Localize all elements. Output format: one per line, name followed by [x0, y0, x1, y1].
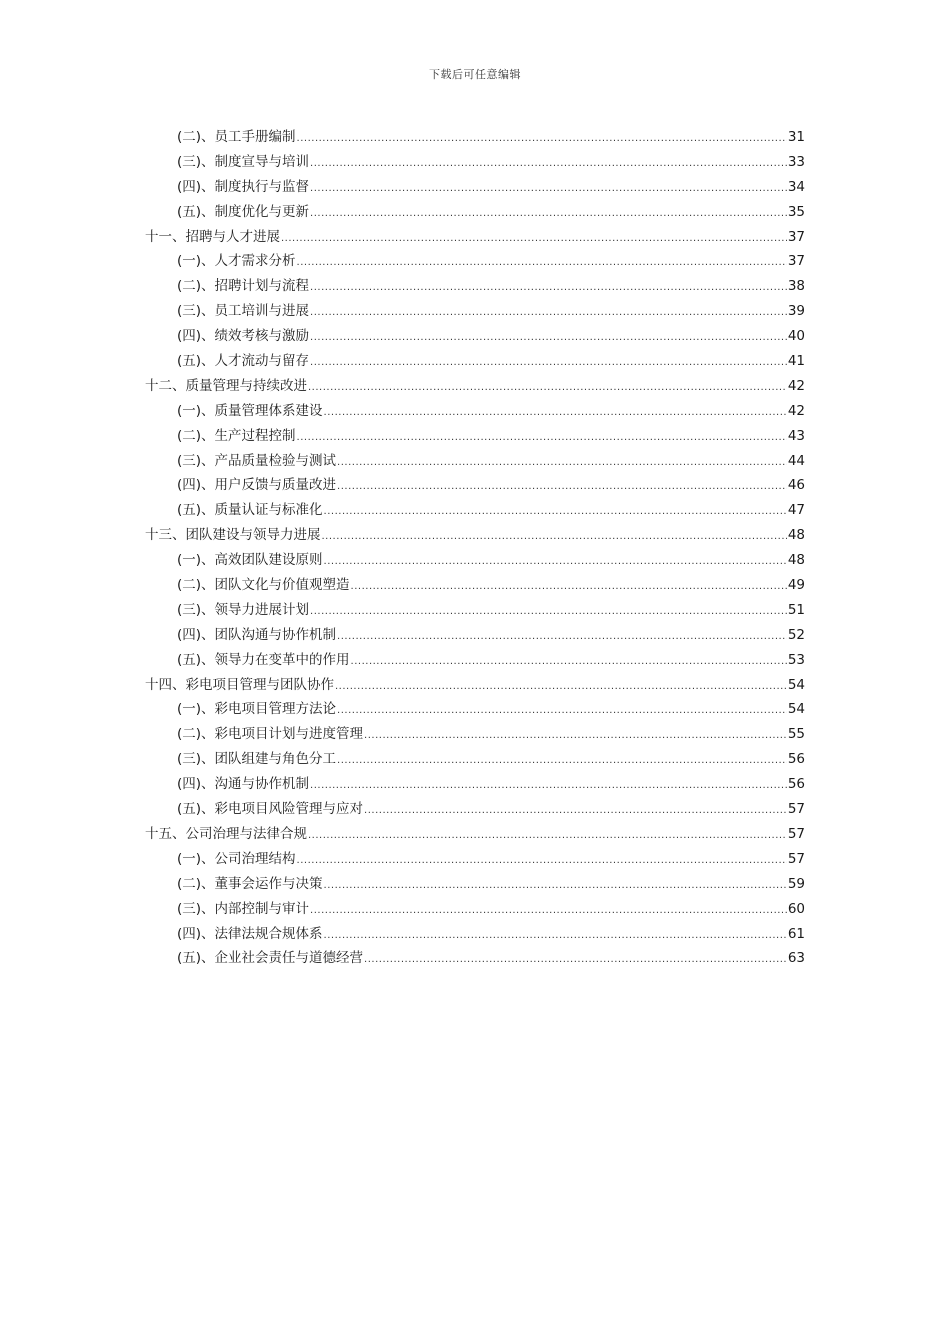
toc-page-number: 34 — [787, 178, 805, 195]
toc-entry-title: (四)、制度执行与监督 — [177, 178, 310, 195]
toc-dot-leader — [324, 550, 787, 575]
toc-page-number: 47 — [787, 502, 805, 519]
toc-dot-leader — [324, 874, 787, 899]
toc-dot-leader — [308, 376, 787, 401]
toc-page-number: 41 — [787, 353, 805, 370]
toc-dot-leader — [337, 475, 787, 500]
toc-dot-leader — [337, 699, 787, 724]
toc-dot-leader — [364, 724, 787, 749]
toc-page-number: 53 — [787, 651, 805, 668]
toc-dot-leader — [310, 276, 787, 301]
toc-page-number: 57 — [787, 801, 805, 818]
toc-section-entry[interactable] — [145, 946, 805, 971]
toc-entry-title: (一)、公司治理结构 — [177, 850, 296, 867]
toc-entry-title: (五)、人才流动与留存 — [177, 353, 310, 370]
toc-dot-leader — [297, 127, 787, 152]
toc-section-entry[interactable] — [145, 274, 805, 299]
toc-dot-leader — [310, 899, 787, 924]
toc-entry-title: (三)、员工培训与进展 — [177, 303, 310, 320]
toc-dot-leader — [322, 525, 787, 550]
page-header: 下载后可任意编辑 — [429, 68, 521, 81]
toc-section-entry[interactable] — [145, 797, 805, 822]
toc-section-entry[interactable] — [145, 872, 805, 897]
toc-section-entry[interactable] — [145, 424, 805, 449]
toc-page-number: 60 — [787, 900, 805, 917]
toc-chapter-entry[interactable] — [145, 673, 805, 698]
toc-page-number: 56 — [787, 751, 805, 768]
toc-page-number: 40 — [787, 328, 805, 345]
toc-section-entry[interactable] — [145, 399, 805, 424]
toc-page-number: 57 — [787, 850, 805, 867]
toc-dot-leader — [310, 301, 787, 326]
toc-page-number: 48 — [787, 527, 805, 544]
toc-entry-title: (五)、制度优化与更新 — [177, 203, 310, 220]
toc-section-entry[interactable] — [145, 200, 805, 225]
toc-entry-title: (三)、内部控制与审计 — [177, 900, 310, 917]
toc-section-entry[interactable] — [145, 473, 805, 498]
toc-entry-title: (五)、彩电项目风险管理与应对 — [177, 801, 364, 818]
toc-page-number: 54 — [787, 676, 805, 693]
toc-entry-title: (一)、质量管理体系建设 — [177, 402, 323, 419]
toc-entry-title: (三)、产品质量检验与测试 — [177, 452, 337, 469]
toc-dot-leader — [337, 749, 787, 774]
toc-chapter-entry[interactable] — [145, 374, 805, 399]
toc-dot-leader — [351, 575, 787, 600]
toc-dot-leader — [297, 849, 787, 874]
toc-dot-leader — [308, 824, 787, 849]
toc-entry-title: (四)、用户反馈与质量改进 — [177, 477, 337, 494]
toc-page-number: 43 — [787, 427, 805, 444]
toc-dot-leader — [310, 177, 787, 202]
toc-page-number: 33 — [787, 153, 805, 170]
toc-entry-title: 十一、招聘与人才进展 — [145, 228, 280, 245]
toc-page-number: 55 — [787, 726, 805, 743]
toc-section-entry[interactable] — [145, 847, 805, 872]
toc-section-entry[interactable] — [145, 548, 805, 573]
toc-page-number: 37 — [787, 228, 805, 245]
toc-section-entry[interactable] — [145, 922, 805, 947]
toc-page-number: 42 — [787, 402, 805, 419]
toc-section-entry[interactable] — [145, 498, 805, 523]
toc-section-entry[interactable] — [145, 623, 805, 648]
toc-page-number: 46 — [787, 477, 805, 494]
toc-dot-leader — [335, 675, 787, 700]
toc-entry-title: (三)、制度宣导与培训 — [177, 153, 310, 170]
toc-entry-title: (二)、董事会运作与决策 — [177, 875, 323, 892]
toc-page-number: 44 — [787, 452, 805, 469]
toc-dot-leader — [324, 500, 787, 525]
toc-section-entry[interactable] — [145, 349, 805, 374]
toc-page-number: 37 — [787, 253, 805, 270]
toc-entry-title: (四)、沟通与协作机制 — [177, 776, 310, 793]
toc-section-entry[interactable] — [145, 175, 805, 200]
toc-dot-leader — [337, 451, 787, 476]
toc-page-number: 39 — [787, 303, 805, 320]
table-of-contents — [145, 125, 805, 971]
toc-entry-title: (二)、彩电项目计划与进度管理 — [177, 726, 364, 743]
toc-section-entry[interactable] — [145, 449, 805, 474]
toc-entry-title: (四)、绩效考核与激励 — [177, 328, 310, 345]
toc-dot-leader — [324, 401, 787, 426]
toc-entry-title: (二)、团队文化与价值观塑造 — [177, 577, 350, 594]
toc-dot-leader — [281, 227, 787, 252]
toc-page-number: 49 — [787, 577, 805, 594]
toc-page-number: 63 — [787, 950, 805, 967]
toc-dot-leader — [297, 251, 787, 276]
toc-chapter-entry[interactable] — [145, 225, 805, 250]
toc-dot-leader — [310, 351, 787, 376]
toc-page-number: 57 — [787, 825, 805, 842]
toc-section-entry[interactable] — [145, 697, 805, 722]
toc-entry-title: 十三、团队建设与领导力进展 — [145, 527, 321, 544]
toc-section-entry[interactable] — [145, 150, 805, 175]
toc-entry-title: 十四、彩电项目管理与团队协作 — [145, 676, 334, 693]
toc-page-number: 59 — [787, 875, 805, 892]
toc-page-number: 51 — [787, 601, 805, 618]
toc-section-entry[interactable] — [145, 648, 805, 673]
toc-section-entry[interactable] — [145, 598, 805, 623]
toc-page-number: 31 — [787, 129, 805, 145]
toc-section-entry[interactable] — [145, 299, 805, 324]
toc-page-number: 35 — [787, 203, 805, 220]
toc-entry-title: (五)、质量认证与标准化 — [177, 502, 323, 519]
toc-section-entry[interactable] — [145, 249, 805, 274]
toc-entry-title: (四)、法律法规合规体系 — [177, 925, 323, 942]
toc-page-number: 56 — [787, 776, 805, 793]
toc-entry-title: (五)、领导力在变革中的作用 — [177, 651, 350, 668]
toc-section-entry[interactable] — [145, 722, 805, 747]
toc-section-entry[interactable] — [145, 573, 805, 598]
toc-entry-title: (四)、团队沟通与协作机制 — [177, 626, 337, 643]
toc-page-number: 61 — [787, 925, 805, 942]
toc-dot-leader — [310, 202, 787, 227]
toc-dot-leader — [351, 650, 787, 675]
toc-entry-title: (二)、招聘计划与流程 — [177, 278, 310, 295]
toc-section-entry[interactable] — [145, 897, 805, 922]
toc-chapter-entry[interactable] — [145, 822, 805, 847]
toc-dot-leader — [364, 799, 787, 824]
toc-dot-leader — [364, 948, 787, 973]
toc-page-number: 52 — [787, 626, 805, 643]
toc-entry-title: (三)、领导力进展计划 — [177, 601, 310, 618]
toc-dot-leader — [310, 774, 787, 799]
toc-dot-leader — [310, 152, 787, 177]
toc-entry-title: (一)、人才需求分析 — [177, 253, 296, 270]
toc-section-entry[interactable] — [145, 747, 805, 772]
toc-dot-leader — [310, 600, 787, 625]
toc-entry-title: 十二、质量管理与持续改进 — [145, 377, 307, 394]
toc-entry-title: (二)、生产过程控制 — [177, 427, 296, 444]
toc-entry-title: (一)、高效团队建设原则 — [177, 552, 323, 569]
toc-entry-title: 十五、公司治理与法律合规 — [145, 825, 307, 842]
toc-page-number: 54 — [787, 701, 805, 718]
toc-section-entry[interactable] — [145, 125, 805, 150]
toc-chapter-entry[interactable] — [145, 523, 805, 548]
toc-dot-leader — [337, 625, 787, 650]
toc-page-number: 48 — [787, 552, 805, 569]
toc-entry-title: (二)、员工手册编制 — [177, 129, 296, 145]
toc-dot-leader — [324, 924, 787, 949]
toc-page-number: 42 — [787, 377, 805, 394]
toc-dot-leader — [310, 326, 787, 351]
toc-entry-title: (五)、企业社会责任与道德经营 — [177, 950, 364, 967]
toc-dot-leader — [297, 426, 787, 451]
toc-section-entry[interactable] — [145, 772, 805, 797]
toc-page-number: 38 — [787, 278, 805, 295]
toc-entry-title: (一)、彩电项目管理方法论 — [177, 701, 337, 718]
toc-section-entry[interactable] — [145, 324, 805, 349]
toc-entry-title: (三)、团队组建与角色分工 — [177, 751, 337, 768]
